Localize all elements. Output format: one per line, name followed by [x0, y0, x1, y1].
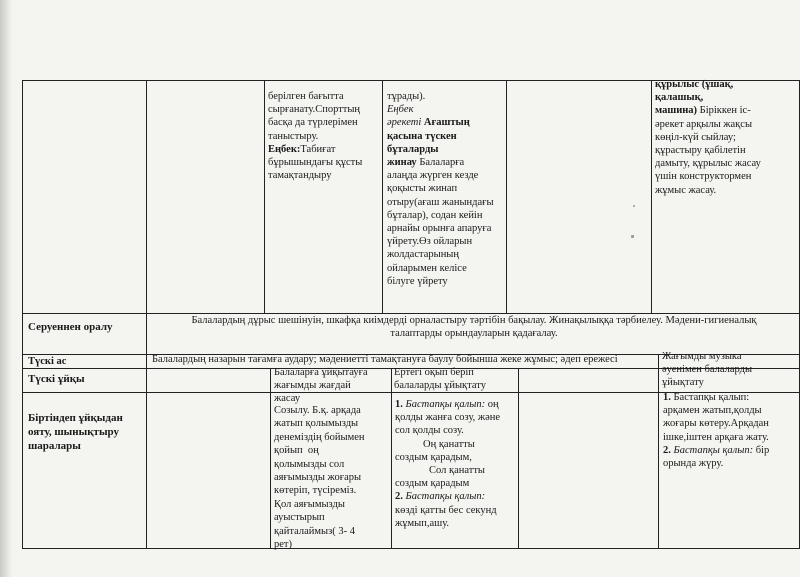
nap-cell-col4	[394, 366, 514, 392]
text-line: қолымызды сол	[274, 458, 345, 470]
text-line: қасына түскен	[387, 130, 457, 142]
text-line: бұрышындағы құсты	[268, 157, 363, 169]
text-line: сол қолды созу.	[395, 425, 464, 437]
text-line: жоғары көтеру.Арқадан	[663, 418, 769, 430]
item-label: Бастапқы қалып:	[673, 392, 750, 403]
row-label-return-walk: Серуеннен оралу	[28, 321, 113, 333]
text-line: Балалардың дұрыс шешінуін, шкафқа киімдерді орналастыру тәртібін бақылау. Жинақылыққа тәрбиелеу. Мәдени-гигиеналық	[191, 315, 757, 326]
text-line	[387, 116, 505, 129]
text-line: отыру(ағаш жанындағы	[387, 196, 494, 208]
text-line: Оң қанатты	[423, 438, 475, 450]
grid-line	[270, 368, 271, 548]
text-line: арқамен жатып,қолды	[663, 405, 762, 417]
text-line: тамақтандыру	[268, 170, 332, 182]
grid-line	[391, 368, 392, 548]
labor-text: Балаларға	[419, 157, 465, 169]
walk-activity-cell-col6	[655, 78, 797, 197]
item-number: 1.	[663, 392, 671, 403]
labor-label: Еңбек:	[268, 143, 301, 155]
text-line: көңіл-күй сыйлау;	[655, 131, 736, 143]
text-line: балаларды ұйықтату	[394, 380, 486, 392]
grid-line	[146, 80, 147, 548]
text-line	[663, 391, 799, 404]
labor-italic: әрекеті	[387, 117, 422, 129]
nap-cell-col3	[274, 366, 388, 406]
grid-line	[264, 80, 265, 313]
text-line: дамыту, құрылыс жасау	[655, 158, 761, 170]
text-line: орында жүру.	[663, 458, 724, 470]
text-line	[395, 490, 517, 503]
text-line: шаралары	[28, 440, 81, 452]
construction-bold: машина)	[655, 105, 698, 117]
text-line: үйрету.Өз ойларын	[387, 236, 473, 248]
walk-activity-cell-col3	[268, 90, 382, 182]
text-line: қалашық,	[655, 92, 704, 104]
text-line: Жағымды музыка	[662, 351, 742, 362]
item-number: 1.	[395, 399, 403, 410]
text-line: талаптарды орындауларын қадағалау.	[390, 328, 558, 340]
grid-line	[651, 80, 652, 313]
item-text: оң	[487, 399, 499, 410]
text-line: Ертегі оқып беріп	[394, 367, 474, 378]
walk-activity-cell-col4	[387, 90, 505, 288]
text-line: денеміздің бойымен	[274, 431, 365, 443]
text-line: жағымды жағдай	[274, 380, 351, 392]
text-line: әрекет арқылы жақсы	[655, 118, 753, 130]
text-line: алаңда жүрген кезде	[387, 170, 479, 182]
text-line	[655, 104, 797, 117]
grid-line	[506, 80, 507, 313]
labor-text: Табиғат	[300, 143, 336, 155]
text-line: Біртіндеп ұйқыдан	[28, 412, 123, 424]
grid-line	[22, 548, 800, 549]
text-line: ауыстырып	[274, 512, 325, 524]
text-line: құрылыс (ұшақ,	[655, 79, 734, 90]
text-line: жұмыс жасау.	[655, 184, 717, 196]
text-line: Балаларға ұйқытауға	[274, 367, 368, 378]
text-line: тұрады).	[387, 91, 426, 102]
row-label-lunch: Түскі ас	[28, 356, 67, 367]
grid-line	[22, 80, 23, 548]
lunch-text: Балалардың назарын тағамға аудару; мәдениетті тамақтануға баулу бойынша жеке жұмыс; әдеп ережесі	[152, 354, 618, 365]
text-line: қойып оң	[274, 445, 319, 457]
text-line: басқа да түрлерімен	[268, 117, 358, 129]
text-line: аяғымызды жоғары	[274, 472, 362, 484]
text-line: қолды жанға созу, және	[395, 412, 501, 424]
text-line: ойларымен келісе	[387, 262, 467, 274]
wakeup-cell-col6	[663, 391, 799, 470]
text-line: Созылу. Б.қ. арқада	[274, 405, 361, 416]
text-line: Сол қанатты	[429, 465, 485, 477]
scan-edge-shadow	[0, 0, 12, 577]
construction-text: Біріккен іс-	[699, 105, 751, 117]
grid-line	[382, 80, 383, 313]
text-line: әуенімен балаларды	[662, 364, 753, 376]
scan-speck	[631, 235, 634, 238]
text-line	[663, 444, 799, 457]
text-line: қайталаймыз( 3- 4	[274, 525, 355, 537]
text-line: құрастыру қабілетін	[655, 145, 746, 157]
wakeup-cell-col3	[274, 404, 388, 551]
item-text: бір	[755, 444, 770, 456]
text-line: рет)	[274, 539, 292, 551]
text-line: ояту, шынықтыру	[28, 426, 120, 438]
text-line: көзді қатты бес секунд	[395, 504, 497, 516]
text-line	[395, 398, 517, 411]
item-italic: Бастапқы қалып:	[673, 444, 754, 456]
text-line: жұмып,ашу.	[395, 517, 450, 529]
labor-bold: Ағаштың	[423, 117, 470, 129]
text-line: ұйықтату	[662, 377, 704, 389]
text-line: ішке,іштен арқаға жату.	[663, 431, 769, 443]
text-line: жатып қолымызды	[274, 418, 359, 430]
text-line: білуге үйрету	[387, 275, 448, 287]
text-line: Еңбек	[387, 104, 414, 116]
row-label-wakeup	[28, 411, 123, 453]
text-line: таныстыру.	[268, 130, 319, 142]
text-line	[268, 143, 382, 156]
text-line: қоқысты жинап	[387, 183, 458, 195]
text-line: берілген бағытта	[268, 91, 344, 102]
text-line: создым қарадым,	[395, 451, 472, 463]
text-line: жолдастарының	[387, 249, 459, 261]
text-line: сырғанату.Спорттың	[268, 104, 361, 116]
labor-bold: жинау	[387, 157, 417, 169]
nap-cell-col6	[662, 350, 798, 390]
return-walk-text	[150, 314, 798, 340]
grid-line	[658, 354, 659, 548]
text-line: көтеріп, түсіреміз.	[274, 485, 357, 497]
item-number: 2.	[663, 444, 671, 456]
item-italic: Бастапқы қалып:	[405, 491, 486, 503]
scan-speck	[633, 205, 635, 207]
text-line	[387, 156, 505, 169]
text-line: бұталарды	[387, 143, 439, 155]
wakeup-cell-col4	[395, 398, 517, 530]
text-line: арнайы орынға апаруға	[387, 223, 492, 235]
text-line: Қол аяғымызды	[274, 498, 345, 510]
item-italic: Бастапқы қалып:	[405, 399, 486, 410]
text-line: создым қарадым	[395, 478, 470, 490]
text-line: жасау	[274, 393, 301, 405]
grid-line	[518, 368, 519, 548]
row-label-nap: Түскі ұйқы	[28, 373, 85, 385]
item-number: 2.	[395, 491, 403, 503]
text-line: бұталар), содан кейін	[387, 209, 483, 221]
text-line: үшін конструктормен	[655, 171, 752, 183]
